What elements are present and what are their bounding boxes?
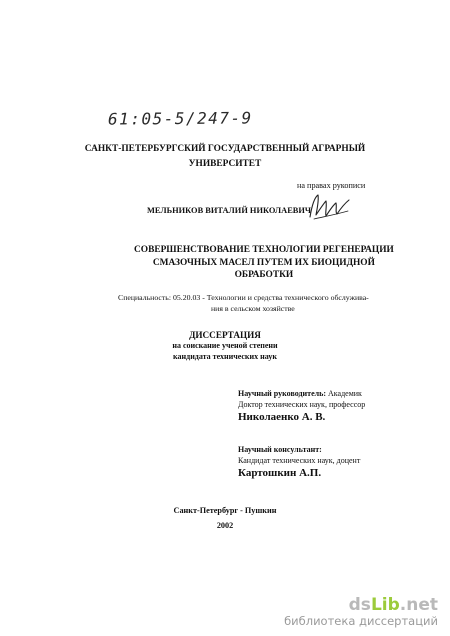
title-line-3: ОБРАБОТКИ <box>234 270 294 280</box>
degree-line-1: на соискание ученой степени <box>172 341 278 350</box>
logo-lib: Lib <box>370 595 400 615</box>
logo-net: .net <box>399 595 438 615</box>
supervisor-rank: Академик <box>326 389 362 398</box>
rights-note: на правах рукописи <box>297 181 366 190</box>
specialty-line-2: ния в сельском хозяйстве <box>211 304 295 313</box>
consultant-name: Картошкин А.П. <box>238 467 322 479</box>
supervisor-name: Николаенко А. В. <box>238 411 326 423</box>
university-line-2: УНИВЕРСИТЕТ <box>188 159 262 169</box>
logo-ds: ds <box>348 595 371 615</box>
dslib-logo <box>284 596 438 615</box>
university-line-1: САНКТ-ПЕТЕРБУРГСКИЙ ГОСУДАРСТВЕННЫЙ АГРАРНЫЙ <box>84 144 366 154</box>
archive-code-handwritten: 61:05-5/247-9 <box>107 108 253 129</box>
supervisor-label: Научный руководитель: <box>238 389 326 398</box>
consultant-degree: Кандидат технических наук, доцент <box>238 455 361 465</box>
specialty-line-1: Специальность: 05.20.03 - Технологии и средства технического обслужива- <box>118 293 369 302</box>
dissertation-degree <box>0 330 450 362</box>
author-name: МЕЛЬНИКОВ ВИТАЛИЙ НИКОЛАЕВИЧ <box>147 206 312 215</box>
dslib-watermark <box>284 596 438 628</box>
supervisor-degree: Доктор технических наук, профессор <box>238 399 366 409</box>
year: 2002 <box>216 521 234 530</box>
dissertation-title <box>134 244 394 282</box>
consultant-block <box>238 445 360 480</box>
place-and-year <box>0 503 450 533</box>
supervisor-block <box>238 389 365 424</box>
dslib-tagline: библиотека диссертаций <box>284 614 438 628</box>
specialty <box>118 292 418 314</box>
handwritten-signature <box>306 191 352 223</box>
supervisor-label-row <box>238 389 365 400</box>
title-line-1: СОВЕРШЕНСТВОВАНИЕ ТЕХНОЛОГИИ РЕГЕНЕРАЦИИ <box>134 245 394 255</box>
dissertation-heading: ДИССЕРТАЦИЯ <box>189 330 261 340</box>
place: Санкт-Петербург - Пушкин <box>173 506 277 515</box>
consultant-label: Научный консультант: <box>238 445 322 454</box>
university-name <box>0 142 450 172</box>
title-line-2: СМАЗОЧНЫХ МАСЕЛ ПУТЕМ ИХ БИОЦИДНОЙ <box>152 257 375 268</box>
degree-line-2: кандидата технических наук <box>173 351 277 361</box>
